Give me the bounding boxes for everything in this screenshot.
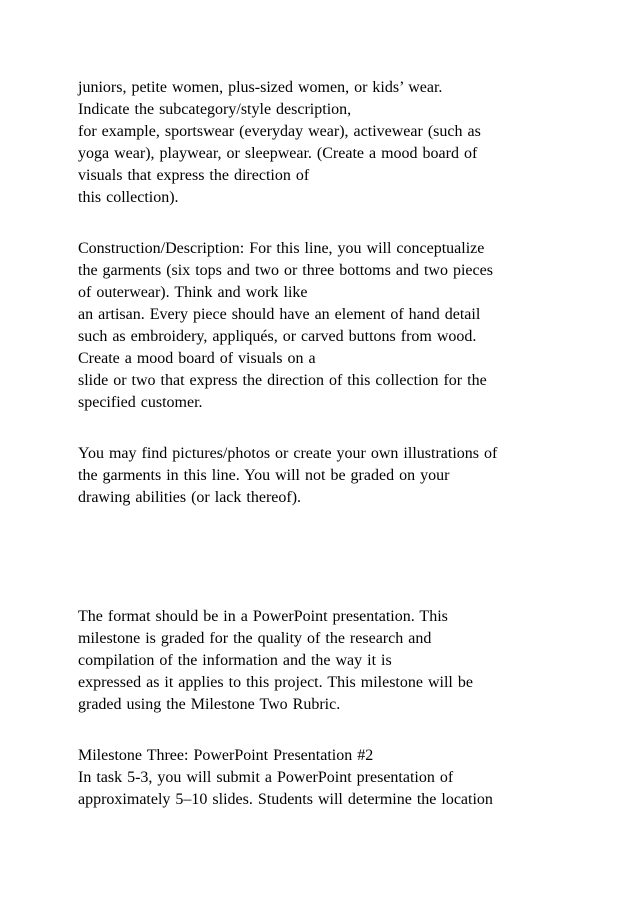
text-line: slide or two that express the direction of this collection for the — [78, 372, 487, 389]
text-line: Milestone Three: PowerPoint Presentation #2 — [78, 747, 374, 764]
text-line: the garments (six tops and two or three bottoms and two pieces — [78, 262, 493, 279]
text-line: approximately 5–10 slides. Students will determine the location — [78, 791, 493, 808]
text-line: You may find pictures/photos or create your own illustrations of — [78, 445, 498, 462]
text-line: Create a mood board of visuals on a — [78, 350, 316, 367]
paragraph-construction-description — [78, 238, 618, 414]
text-line: graded using the Milestone Two Rubric. — [78, 696, 341, 713]
text-line: milestone is graded for the quality of the research and — [78, 630, 432, 647]
text-line: visuals that express the direction of — [78, 167, 310, 184]
text-line: specified customer. — [78, 394, 203, 411]
paragraph-category-description — [78, 77, 618, 209]
text-line: juniors, petite women, plus-sized women, or kids’ wear. — [78, 79, 443, 96]
text-line: drawing abilities (or lack thereof). — [78, 489, 302, 506]
text-line: this collection). — [78, 189, 179, 206]
paragraph-pictures — [78, 443, 618, 509]
text-line: In task 5-3, you will submit a PowerPoint presentation of — [78, 769, 454, 786]
text-line: of outerwear). Think and work like — [78, 284, 308, 301]
text-line: an artisan. Every piece should have an element of hand detail — [78, 306, 481, 323]
text-line: for example, sportswear (everyday wear), activewear (such as — [78, 123, 481, 140]
text-line: Construction/Description: For this line, you will conceptualize — [78, 240, 485, 257]
text-line: The format should be in a PowerPoint presentation. This — [78, 608, 448, 625]
text-line: the garments in this line. You will not be graded on your — [78, 467, 450, 484]
text-line: yoga wear), playwear, or sleepwear. (Create a mood board of — [78, 145, 478, 162]
text-line: expressed as it applies to this project. This milestone will be — [78, 674, 473, 691]
text-line: such as embroidery, appliqués, or carved buttons from wood. — [78, 328, 477, 345]
paragraph-format — [78, 606, 618, 716]
text-line: Indicate the subcategory/style description, — [78, 101, 352, 118]
paragraph-milestone-three — [78, 745, 618, 811]
text-line: compilation of the information and the way it is — [78, 652, 392, 669]
